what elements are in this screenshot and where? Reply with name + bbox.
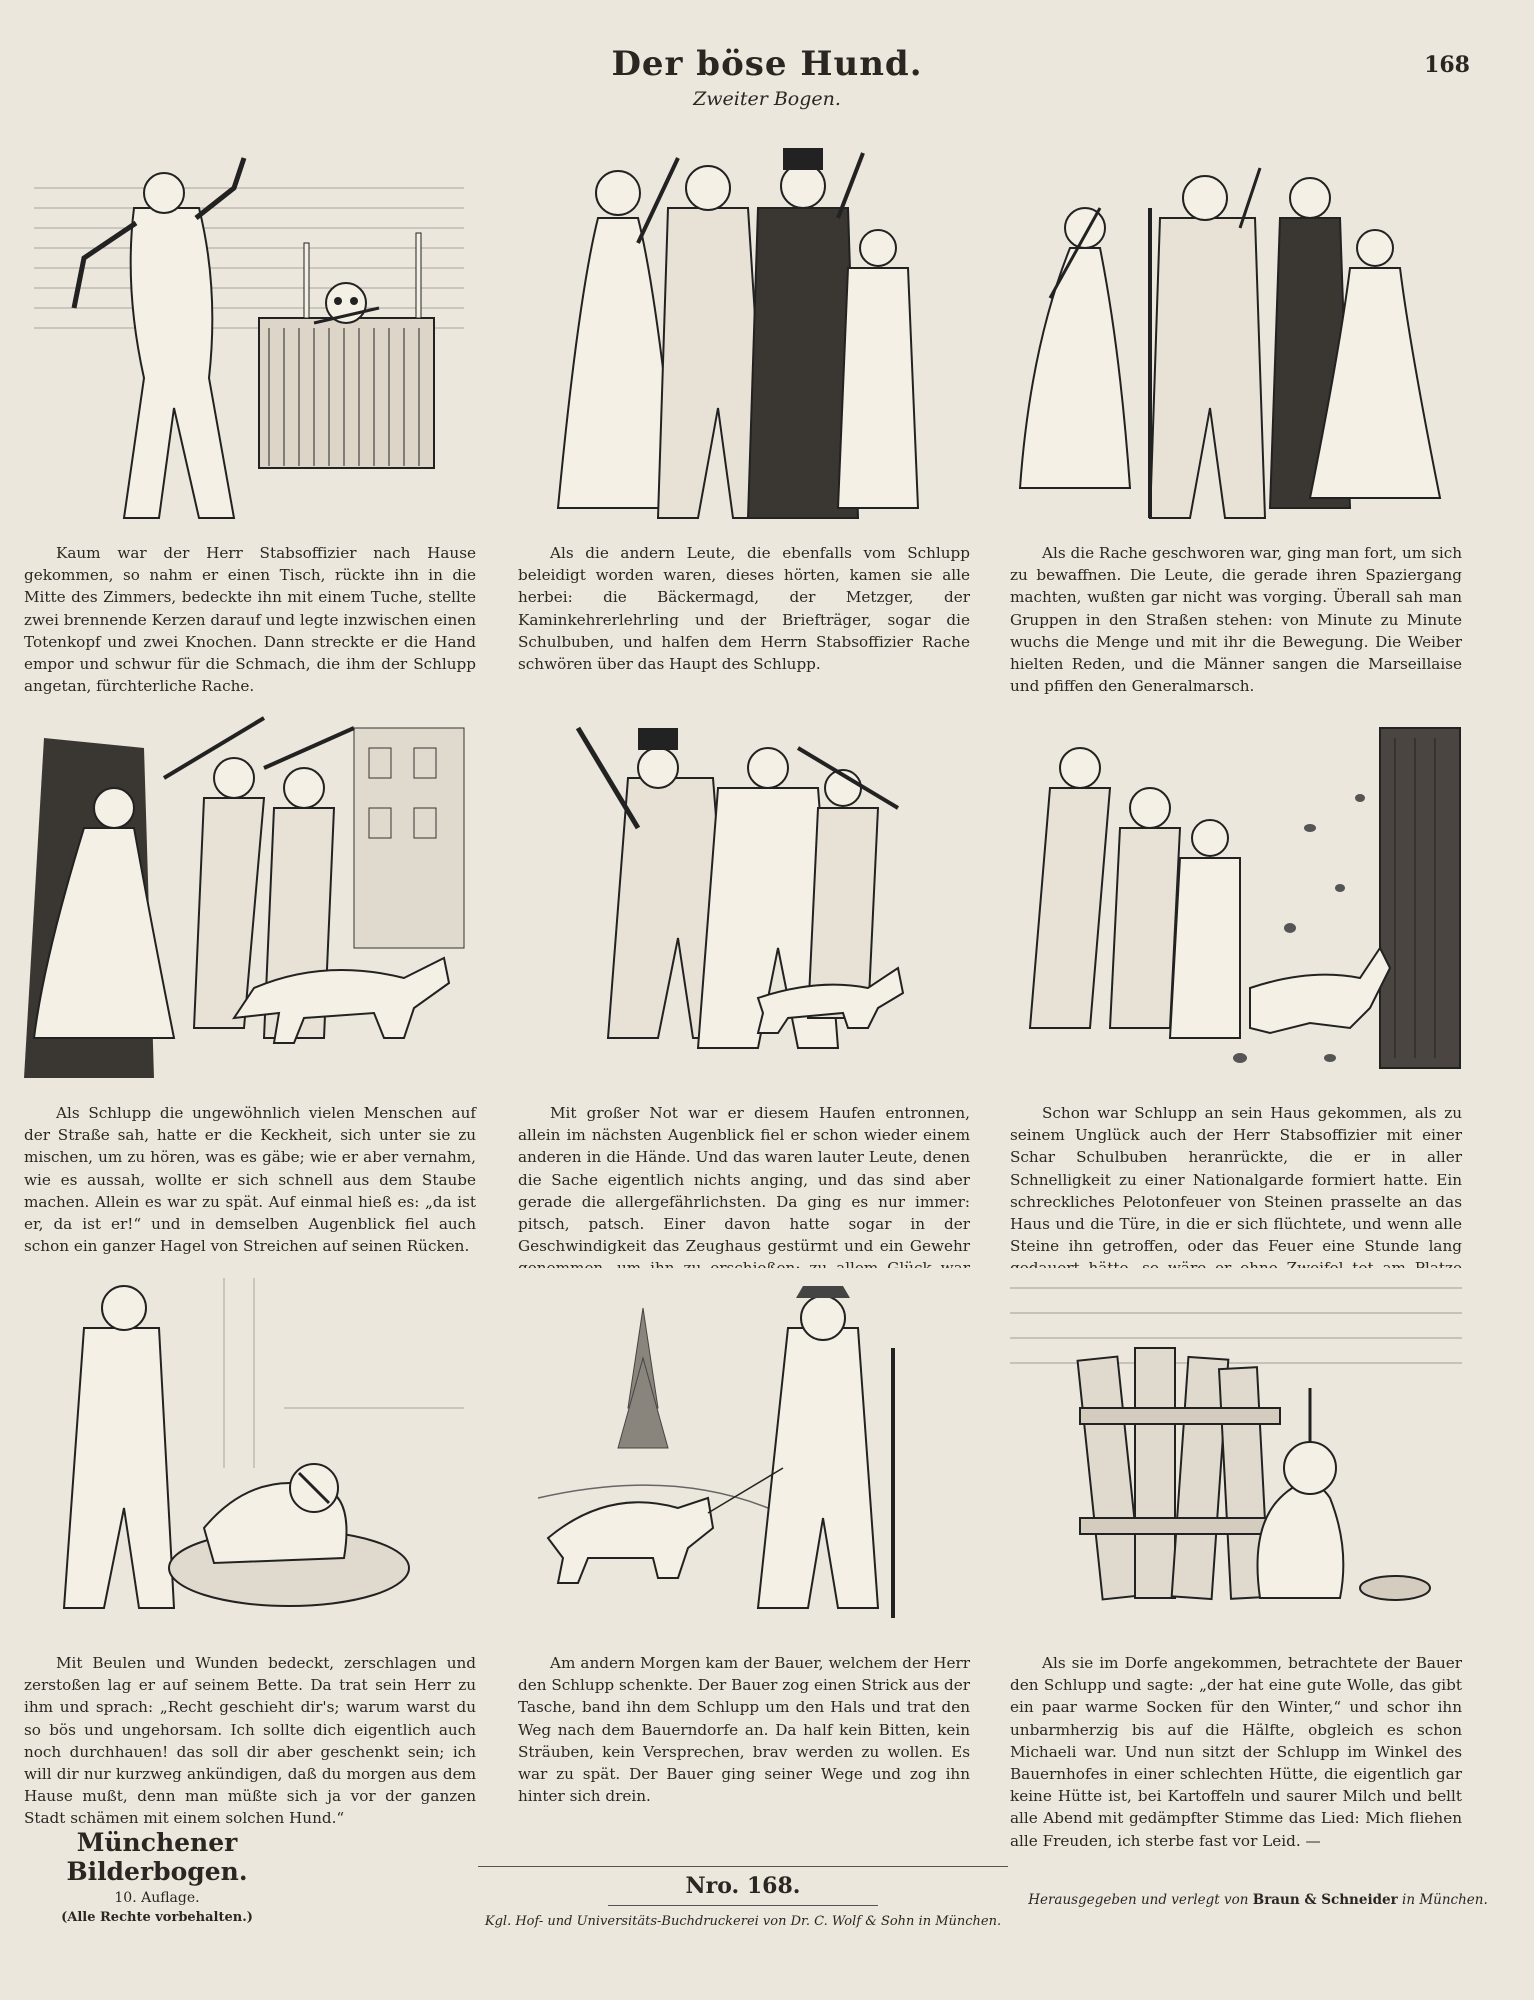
- page-title: Der böse Hund.: [611, 44, 923, 84]
- panel-7: [24, 1268, 476, 1830]
- footer-left: [22, 1828, 292, 1925]
- illustration-dog-in-hut: [1010, 1268, 1462, 1638]
- panel-2: [518, 148, 970, 675]
- caption-5: Mit großer Not war er diesem Haufen entronnen, allein im nächsten Augenblick fiel er schon wieder einem anderen in die Hände. Und das waren lauter Leute, denen die Sache eigentlich nichts anging, und das sind aber gerade die allergefährlichsten. Da ging es nur immer: pitsch, patsch. Einer davon hatte sogar in der Geschwindigkeit das Zeughaus gestürmt und ein Gewehr: [518, 1104, 970, 1256]
- caption-9: Als sie im Dorfe angekommen, betrachtete der Bauer den Schlupp und sagte: „der hat eine gute Wolle, das gibt ein paar warme Socken für den Winter,“ und schor ihn unbarmherzig bis auf die Hälfte, obgleich es schon Michaeli war. Und nun sitzt der Schlupp im Winkel des Bauernhofes in einer schlechten Hütte, die eigentlich gar keine Hütte ist, bei Kartoffeln und saurer Milch und bellt alle Abend mit gedämpfter Stimme das Lied: Mich fliehen alle Freuden, ich sterbe fast vor Leid. —: [1010, 1654, 1462, 1850]
- illustration-officer-oath: [24, 148, 476, 528]
- footer-rule-short: [608, 1905, 878, 1906]
- panel-8: [518, 1268, 970, 1807]
- illustration-farmer-leads-dog: [518, 1268, 970, 1638]
- footer-center: [478, 1866, 1008, 1929]
- illustration-dog-in-bed: [24, 1268, 476, 1638]
- publisher-name: Braun & Schneider: [1252, 1892, 1398, 1908]
- illustration-second-mob: [518, 708, 970, 1078]
- caption-7: Mit Beulen und Wunden bedeckt, zerschlagen und zerstoßen lag er auf seinem Bette. Da trat sein Herr zu ihm und sprach: „Recht geschieht dir's; warum warst du so bös und ungehorsam. Ich sollte dich eigentlich auch noch durchhauen! das soll dir aber geschenkt sein; ich will dir nur kurzweg ankündigen, daß du morgen aus dem Hause mußt, denn man müßte sich ja vor der ganzen Stadt schämen mit einem solchen Hund.“: [24, 1654, 476, 1828]
- illustration-stone-barrage: [1010, 708, 1462, 1078]
- caption-6: Schon war Schlupp an sein Haus gekommen, als zu seinem Unglück auch der Herr Stabsoffizier mit einer Schar Schulbuben heranrückte, die er in aller Schnelligkeit zu einer Nationalgarde formiert hatte. Ein schreckliches Pelotonfeuer von Steinen prasselte an das Haus und die Türe, in die er sich flüchtete, und wenn alle Steine ihn getroffen, oder das Feuer eine Stunde lang: [1010, 1104, 1462, 1256]
- edition: 10. Auflage.: [114, 1890, 200, 1906]
- caption-8: Am andern Morgen kam der Bauer, welchem der Herr den Schlupp schenkte. Der Bauer zog einen Strick aus der Tasche, band ihn dem Schlupp um den Hals und trat den Weg nach dem Bauerndorfe an. Da half kein Bitten, kein Sträuben, kein Versprechen, brav werden zu wollen. Es war zu spät. Der Bauer ging seiner Wege und zog ihn hinter sich drein.: [518, 1654, 970, 1806]
- printer-line: Kgl. Hof- und Universitäts-Buchdruckerei von Dr. C. Wolf & Sohn in München.: [484, 1914, 1002, 1929]
- panel-1: [24, 148, 476, 697]
- illustration-crowd-gathers: [518, 148, 970, 528]
- sheet-number: Nro. 168.: [685, 1873, 801, 1899]
- caption-4: Als Schlupp die ungewöhnlich vielen Menschen auf der Straße sah, hatte er die Keckheit, sich unter sie zu mischen, um zu hören, was es gäbe; wie er aber vernahm, wie es aussah, wollte er sich schnell aus dem Staube machen. Allein es war zu spät. Auf einmal hieß es: „da ist er, da ist er!“ und in demselben Augenblick fiel auch schon ein ganzer Hagel von Streichen auf seinen Rücken.: [24, 1104, 476, 1256]
- rights-notice: (Alle Rechte vorbehalten.): [61, 1910, 253, 1925]
- publisher-suffix: in München.: [1402, 1892, 1488, 1908]
- footer-rule: [478, 1866, 1008, 1867]
- footer-right: [1008, 1892, 1508, 1908]
- illustration-arming-crowd: [1010, 148, 1462, 528]
- caption-3: Als die Rache geschworen war, ging man fort, um sich zu bewaffnen. Die Leute, die gerade ihren Spaziergang machten, wußten gar nicht was vorging. Überall sah man Gruppen in den Straßen stehen: von Minute zu Minute wuchs die Menge und mit ihr die Bewegung. Die Weiber hielten Reden, und die Männer sangen die Marseillaise und pfiffen den Generalmarsch.: [1010, 544, 1462, 696]
- panel-4: [24, 708, 476, 1257]
- page-subtitle: Zweiter Bogen.: [693, 88, 841, 110]
- caption-2: Als die andern Leute, die ebenfalls vom Schlupp beleidigt worden waren, dieses hörten, kamen sie alle herbei: die Bäckermagd, der Metzger, der Kaminkehrerlehrling und der Briefträger, sogar die Schulbuben, und halfen dem Herrn Stabsoffizier Rache schwören über das Haupt des Schlupp.: [518, 544, 970, 674]
- publisher-prefix: Herausgegeben und verlegt von: [1028, 1892, 1249, 1908]
- panel-9: [1010, 1268, 1462, 1852]
- panel-3: [1010, 148, 1462, 697]
- series-title: Münchener Bilderbogen.: [66, 1828, 248, 1886]
- panel-5: [518, 708, 970, 1302]
- caption-1: Kaum war der Herr Stabsoffizier nach Hause gekommen, so nahm er einen Tisch, rückte ihn in die Mitte des Zimmers, bedeckte ihn mit einem Tuche, stellte zwei brennende Kerzen darauf und legte inzwischen einen Totenkopf und zwei Knochen. Dann streckte er die Hand empor und schwur für die Schmach, die ihm der Schlupp angetan, fürchterliche Rache.: [24, 544, 476, 696]
- page-number: 168: [1424, 52, 1470, 78]
- illustration-beating-in-street: [24, 708, 476, 1078]
- panel-6: [1010, 708, 1462, 1302]
